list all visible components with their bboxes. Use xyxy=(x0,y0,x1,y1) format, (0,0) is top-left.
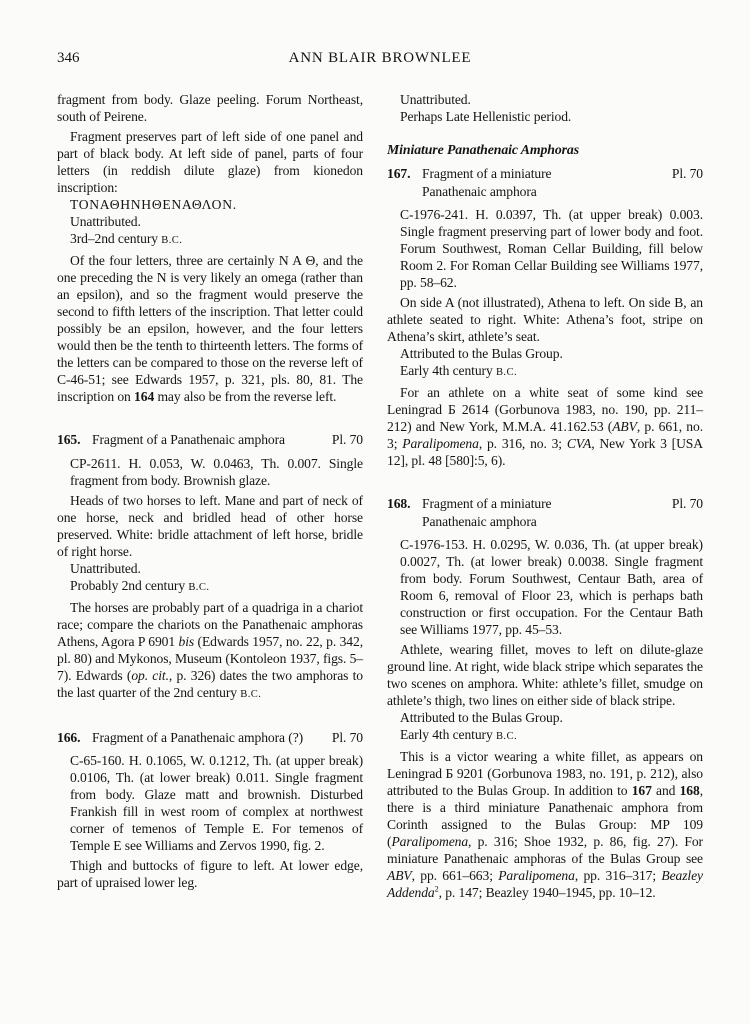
plate-reference: Pl. 70 xyxy=(671,496,703,512)
left-column xyxy=(57,91,363,901)
paragraph: This is a victor wearing a white fillet, as appears on Leningrad Б 9201 (Gorbunova 1983, no. 191, p. 212), also attributed to the Bulas Group. In addition to 167 and 168, there is a third miniature Panathenaic amphora from Corinth assigned to the Bulas Group: MP 109 (Paralipomena, p. 316; Shoe 1932, p. 86, fig. 27). For miniature Panathenaic amphoras of the Bulas Group see ABV, pp. 661–663; Paralipomena, pp. 316–317; Beazley Addenda$^2$, p. 147; Beazley 1940–1945, pp. 10–12. xyxy=(387,749,703,901)
paragraph: The horses are probably part of a quadriga in a chariot race; compare the chariots on the Panathenaic amphoras Athens, Agora P 6901 bis (Edwards 1957, no. 22, p. 342, pl. 80) and Mykonos, Museum (Kontoleon 1937, figs. 5–7). Edwards (op. cit., p. 326) dates the two amphoras to the last quarter of the 2nd century B.C. xyxy=(57,599,364,700)
catalog-entry-heading xyxy=(57,431,363,449)
entry-number: 168. xyxy=(387,496,411,512)
catalog-entry-heading xyxy=(387,165,703,200)
attribution-line: Perhaps Late Hellenistic period. xyxy=(400,109,572,124)
paragraph-continuation: fragment from body. Glaze peeling. Forum Northeast, south of Peirene. xyxy=(57,92,363,124)
attribution-line: Probably 2nd century B.C. xyxy=(70,577,210,593)
paragraph: Athlete, wearing fillet, moves to left on dilute-glaze ground line. At right, wide black stripe which separates the two scenes on amphora. White: athlete’s fillet, smudge on athlete’s thigh, two lines on either side of black stripe. xyxy=(387,642,703,709)
attribution-line: Early 4th century B.C. xyxy=(400,727,517,743)
catalog-description: CP-2611. H. 0.053, W. 0.0463, Th. 0.007. Single fragment from body. Brownish glaze. xyxy=(70,455,363,488)
page-header xyxy=(57,50,703,70)
attribution-line: Unattributed. xyxy=(70,214,141,229)
catalog-description: C-65-160. H. 0.1065, W. 0.1212, Th. (at upper break) 0.0106, Th. (at lower break) 0.011. Single fragment from body. Glaze matt and brownish. Disturbed Frankish fill in west room of complex at northwest corner of temenos of Temple E. For temenos of Temple E see Williams and Zervos 1990, fig. 2. xyxy=(70,753,363,854)
entry-number: 165. xyxy=(57,432,81,447)
entry-number: 167. xyxy=(387,166,411,181)
entry-title: Fragment of a Panathenaic amphora (?) xyxy=(92,729,304,745)
text-columns xyxy=(57,91,703,901)
catalog-entry-heading xyxy=(387,495,703,530)
entry-title: Fragment of a miniature Panathenaic amphora xyxy=(422,496,552,529)
entry-title: Fragment of a Panathenaic amphora xyxy=(92,432,285,447)
right-column xyxy=(387,91,703,901)
plate-reference: Pl. 70 xyxy=(331,432,363,447)
running-head: ANN BLAIR BROWNLEE xyxy=(288,50,472,66)
paragraph: On side A (not illustrated), Athena to left. On side B, an athlete seated to right. White: Athena’s foot, stripe on Athena’s skirt, athlete’s seat. xyxy=(387,295,703,345)
attribution-line: Early 4th century B.C. xyxy=(400,363,517,379)
attribution-line: Attributed to the Bulas Group. xyxy=(400,710,563,726)
entry-number: 166. xyxy=(57,729,81,745)
attribution-line: Unattributed. xyxy=(70,560,141,576)
plate-reference: Pl. 70 xyxy=(671,166,703,181)
greek-inscription: ΤΟΝΑΘΗΝΗΘΕΝΑΘΛΟΝ. xyxy=(70,197,237,212)
catalog-entry-heading xyxy=(57,729,363,747)
paragraph: Of the four letters, three are certainly N A Θ, and the one preceding the N is very likely an omega (rather than an epsilon), and so the fragment would preserve the second to fifth letters of the inscription. That letter could possibly be an epsilon, however, and the four letters would then be the tenth to thirteenth letters. The forms of the letters can be compared to those on the reverse left of C-46-51; see Edwards 1957, p. 321, pls. 80, 81. The inscription on 164 may also be from the reverse left. xyxy=(57,253,363,404)
attribution-line: Attributed to the Bulas Group. xyxy=(400,346,563,362)
paragraph: Heads of two horses to left. Mane and part of neck of one horse, neck and bridled head of other horse preserved. White: bridle attachment of left horse, bridle of right horse. xyxy=(57,492,363,559)
paragraph: For an athlete on a white seat of some kind see Leningrad Б 2614 (Gorbunova 1983, no. 190, pp. 211–212) and New York, M.M.A. 41.162.53 (ABV, p. 661, no. 3; Paralipomena, p. 316, no. 3; CVA, New York 3 [USA 12], pl. 48 [580]:5, 6). xyxy=(387,385,703,469)
plate-reference: Pl. 70 xyxy=(331,729,363,745)
catalog-description: C-1976-153. H. 0.0295, W. 0.036, Th. (at upper break) 0.0027, Th. (at lower break) 0.0038. Single fragment from body. Forum Southwest, Centaur Bath, area of Room 6, removal of Floor 23, which is perhaps bath construction or first occupation. For the Centaur Bath see Williams 1977, pp. 45–53. xyxy=(400,537,703,638)
attribution-line: Unattributed. xyxy=(400,92,471,107)
paragraph: Fragment preserves part of left side of one panel and part of black body. At left side of panel, parts of four letters (in reddish dilute glaze) from kionedon inscription: xyxy=(57,129,363,195)
catalog-description: C-1976-241. H. 0.0397, Th. (at upper break) 0.003. Single fragment preserving part of lower body and foot. Forum Southwest, Roman Cellar Building, fill below Room 2. For Roman Cellar Building see Williams 1977, pp. 58–62. xyxy=(400,207,703,291)
page-number: 346 xyxy=(57,50,80,66)
attribution-line: 3rd–2nd century B.C. xyxy=(70,231,183,246)
section-heading: Miniature Panathenaic Amphoras xyxy=(387,142,579,157)
entry-title: Fragment of a miniature Panathenaic amphora xyxy=(422,166,552,199)
paragraph: Thigh and buttocks of figure to left. At lower edge, part of upraised lower leg. xyxy=(57,858,363,891)
